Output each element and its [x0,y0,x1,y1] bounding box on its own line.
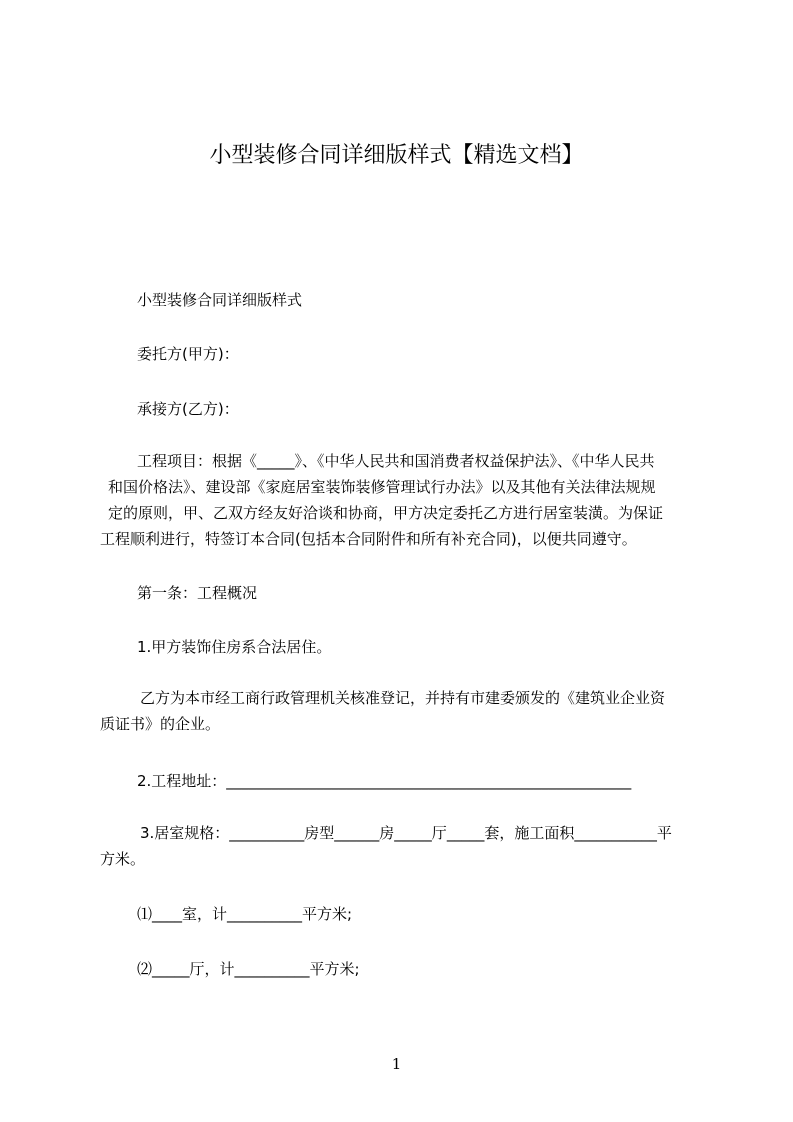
document-subtitle: 小型装修合同详细版样式 [137,291,303,309]
qualification-line: 乙方为本市经工商行政管理机关核准登记，并持有市建委颁发的《建筑业企业资 [140,689,666,707]
project-paragraph-line: 工程项目：根据《_____》、《中华人民共和国消费者权益保护法》、《中华人民共 [137,452,655,470]
contractor-party-line: 承接方(乙方)： [137,400,239,418]
item-1: 1.甲方装饰住房系合法居住。 [137,638,332,656]
contractor-qualification-paragraph [100,685,712,737]
project-paragraph-line: 工程顺利进行，特签订本合同(包括本合同附件和所有补充合同)，以便共同遵守。 [100,530,637,548]
room-spec-line: 方米。 [100,850,146,868]
room-spec-line: 3.居室规格：__________房型______房_____厅_____套，施工面积___________平 [140,824,672,842]
page-number: 1 [391,1055,402,1073]
article-1-heading: 第一条：工程概况 [137,584,258,602]
sub-item-hall: ⑵_____厅，计__________平方米; [137,960,360,978]
project-paragraph [100,448,712,552]
sub-item-room: ⑴____室，计__________平方米; [137,905,353,923]
project-paragraph-line: 定的原则，甲、乙双方经友好洽谈和协商，甲方决定委托乙方进行居室装潢。为保证 [108,504,664,522]
project-paragraph-line: 和国价格法》、建设部《家庭居室装饰装修管理试行办法》以及其他有关法律法规规 [108,478,656,496]
item-3-room-spec [100,820,712,872]
item-2-address: 2.工程地址：______________________________________________________ [137,772,632,790]
client-party-line: 委托方(甲方)： [137,345,239,363]
page-title: 小型装修合同详细版样式【精选文档】 [209,143,584,168]
qualification-line: 质证书》的企业。 [100,715,221,733]
